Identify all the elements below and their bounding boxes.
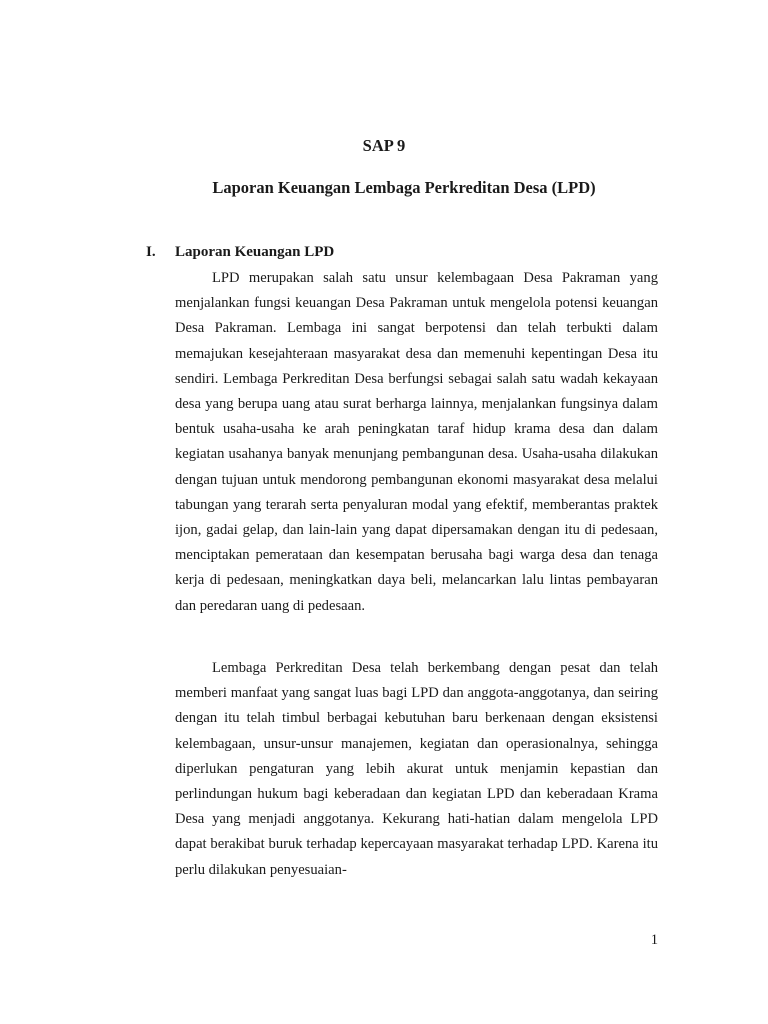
body-paragraph-2: Lembaga Perkreditan Desa telah berkembang dengan pesat dan telah memberi manfaat yang sangat luas bagi LPD dan anggota-anggotanya, dan seiring dengan itu telah timbul berbagai kebutuhan baru berkenaan dengan eksistensi kelembagaan, unsur-unsur manajemen, kegiatan dan operasionalnya, sehingga diperlukan pengaturan yang lebih akurat untuk menjamin kepastian dan perlindungan hukum bagi keberadaan dan kegiatan LPD dan keberadaan Krama Desa yang menjadi anggotanya. Kekurang hati-hatian dalam mengelola LPD dapat berakibat buruk terhadap kepercayaan masyarakat terhadap LPD. Karena itu perlu dilakukan penyesuaian- [175,660,658,878]
section-heading [146,244,334,261]
body-paragraph-1: LPD merupakan salah satu unsur kelembagaan Desa Pakraman yang menjalankan fungsi keuangan Desa Pakraman untuk mengelola potensi keuangan Desa Pakraman. Lembaga ini sangat berpotensi dan telah terbukti dalam memajukan kesejahteraan masyarakat desa dan memenuhi kepentingan Desa itu sendiri. Lembaga Perkreditan Desa berfungsi sebagai salah satu wadah kekayaan desa yang berupa uang atau surat berharga lainnya, menjalankan fungsinya dalam bentuk usaha-usaha ke arah peningkatan taraf hidup krama desa dan dalam kegiatan usahanya banyak menunjang pembangunan desa. Usaha-usaha dilakukan dengan tujuan untuk mendorong pembangunan ekonomi masyarakat desa melalui tabungan yang terarah serta penyaluran modal yang efektif, memberantas praktek ijon, gadai gelap, dan lain-lain yang dapat dipersamakan dengan itu di pedesaan, menciptakan pemerataan dan kesempatan berusaha bagi warga desa dan tenaga kerja di pedesaan, meningkatkan daya beli, melancarkan lalu lintas pembayaran dan peredaran uang di pedesaan. [175,270,658,614]
document-title: SAP 9 [362,136,406,155]
page-number: 1 [650,932,658,948]
document-subtitle: Laporan Keuangan Lembaga Perkreditan Desa (LPD) [212,178,596,197]
section-heading-text: Laporan Keuangan LPD [175,244,335,260]
section-number: I. [146,244,156,260]
